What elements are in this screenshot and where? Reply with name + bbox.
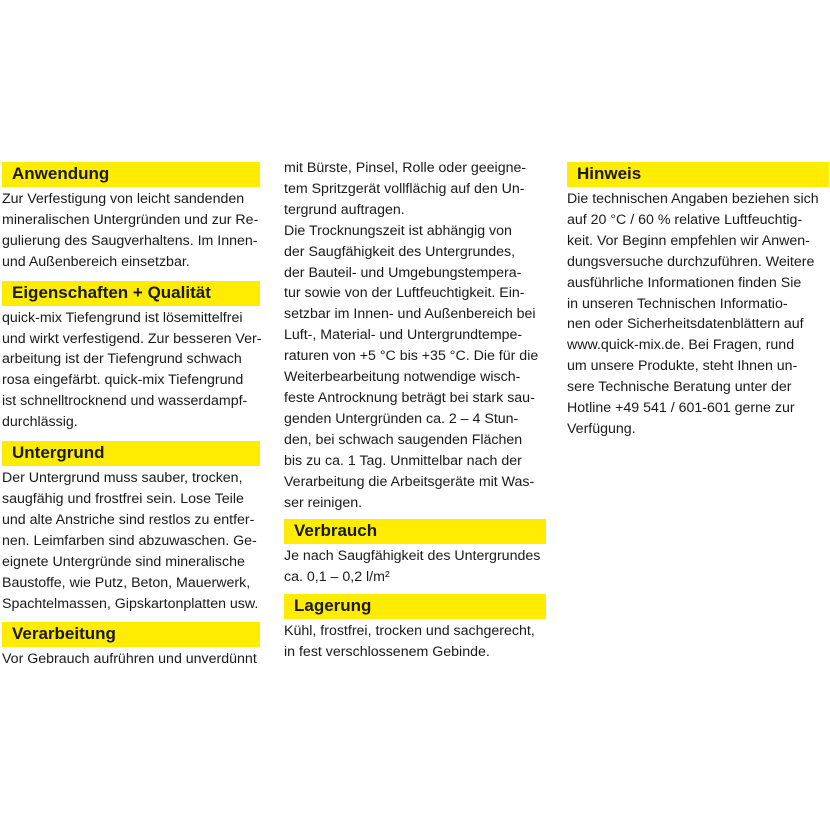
text-line: eignete Untergründe sind mineralische	[2, 553, 245, 570]
text-line: setzbar im Innen- und Außenbereich bei	[284, 306, 536, 323]
text-line: Verfügung.	[567, 420, 636, 437]
section-header-verbrauch	[284, 519, 546, 544]
section-header-hinweis	[567, 162, 829, 187]
text-line: der Saugfähigkeit des Untergrundes,	[284, 243, 516, 260]
section-title: Untergrund	[12, 443, 105, 463]
text-line: bis zu ca. 1 Tag. Unmittelbar nach der	[284, 452, 522, 469]
text-line: Verarbeitung die Arbeitsgeräte mit Was-	[284, 473, 535, 490]
section-title: Eigenschaften + Qualität	[12, 282, 211, 302]
section-body-eigenschaften	[2, 308, 260, 433]
text-line: ca. 0,1 – 0,2 l/m²	[284, 569, 390, 586]
column-3	[567, 162, 829, 440]
text-line: feste Antrocknung beträgt bei stark sau-	[284, 389, 535, 406]
text-line: Je nach Saugfähigkeit des Untergrundes	[284, 548, 541, 565]
text-line: quick-mix Tiefengrund ist lösemittelfrei	[2, 309, 243, 326]
text-line: genden Untergründen ca. 2 – 4 Stun-	[284, 410, 519, 427]
text-line: nen. Leimfarben sind abzuwaschen. Ge-	[2, 532, 257, 549]
text-line: Die Trocknungszeit ist abhängig von	[284, 222, 512, 239]
text-line: Luft-, Material- und Untergrundtempe-	[284, 327, 523, 344]
section-title: Verarbeitung	[12, 624, 116, 644]
section-body-verarbeitung	[2, 649, 260, 670]
text-line: und alte Anstriche sind restlos zu entfer-	[2, 511, 255, 528]
section-body-anwendung	[2, 189, 260, 273]
section-body-untergrund	[2, 468, 260, 614]
text-line: keit. Vor Beginn empfehlen wir Anwen-	[567, 232, 810, 249]
section-body-lagerung	[284, 621, 546, 663]
section-body-verbrauch	[284, 546, 546, 588]
text-line: auf 20 °C / 60 % relative Luftfeuchtig-	[567, 211, 803, 228]
text-line: tur sowie von der Luftfeuchtigkeit. Ein-	[284, 285, 525, 302]
text-line: Vor Gebrauch aufrühren und unverdünnt	[2, 651, 257, 668]
section-header-eigenschaften	[2, 281, 260, 306]
text-line: raturen von +5 °C bis +35 °C. Die für die	[284, 348, 539, 365]
text-line: Die technischen Angaben beziehen sich	[567, 191, 819, 207]
text-line: gulierung des Saugverhaltens. Im Innen-	[2, 232, 258, 249]
text-line: und Außenbereich einsetzbar.	[2, 253, 190, 270]
section-header-verarbeitung	[2, 622, 260, 647]
text-line: ser reinigen.	[284, 494, 363, 511]
text-line: www.quick-mix.de. Bei Fragen, rund	[567, 337, 795, 354]
text-line: mineralischen Untergründen und zur Re-	[2, 211, 259, 228]
text-line: in unseren Technischen Informatio-	[567, 295, 788, 312]
section-title: Lagerung	[294, 596, 372, 616]
text-line: ausführliche Informationen finden Sie	[567, 274, 802, 291]
text-line: tergrund auftragen.	[284, 201, 405, 218]
text-line: saugfähig und frostfrei sein. Lose Teile	[2, 490, 244, 507]
text-line: tem Spritzgerät vollflächig auf den Un-	[284, 180, 525, 197]
text-line: und wirkt verfestigend. Zur besseren Ver-	[2, 330, 262, 347]
section-title: Anwendung	[12, 164, 110, 183]
text-line: Der Untergrund muss sauber, trocken,	[2, 470, 243, 487]
text-line: rosa eingefärbt. quick-mix Tiefengrund	[2, 372, 244, 389]
section-header-untergrund	[2, 441, 260, 466]
text-line: nen oder Sicherheitsdatenblättern auf	[567, 316, 804, 333]
text-line: Hotline +49 541 / 601-601 gerne zur	[567, 400, 795, 417]
section-body-hinweis	[567, 189, 829, 440]
text-line: Baustoffe, wie Putz, Beton, Mauerwerk,	[2, 574, 251, 591]
section-header-lagerung	[284, 594, 546, 619]
text-line: der Bauteil- und Umgebungstempera-	[284, 264, 522, 281]
text-line: den, bei schwach saugenden Flächen	[284, 431, 523, 448]
section-title: Verbrauch	[294, 521, 378, 541]
text-line: in fest verschlossenem Gebinde.	[284, 644, 490, 661]
section-title: Hinweis	[577, 164, 642, 183]
column-1	[2, 162, 260, 670]
text-line: durchlässig.	[2, 414, 78, 431]
text-line: Kühl, frostfrei, trocken und sachgerecht,	[284, 623, 535, 640]
text-line: Spachtelmassen, Gipskartonplatten usw.	[2, 595, 259, 612]
text-line: Zur Verfestigung von leicht sandenden	[2, 191, 245, 207]
section-body-verarbeitung-continued	[284, 158, 546, 513]
section-header-anwendung	[2, 162, 260, 187]
text-line: sere Technische Beratung unter der	[567, 379, 792, 396]
column-2	[284, 158, 546, 663]
text-line: arbeitung ist der Tiefengrund schwach	[2, 351, 242, 368]
text-line: mit Bürste, Pinsel, Rolle oder geeigne-	[284, 160, 527, 176]
text-line: ist schnelltrocknend und wasserdampf-	[2, 393, 248, 410]
text-line: Weiterbearbeitung notwendige wisch-	[284, 369, 521, 386]
text-line: dungsversuche durchzuführen. Weitere	[567, 253, 815, 270]
text-line: um unsere Produkte, steht Ihnen un-	[567, 358, 798, 375]
